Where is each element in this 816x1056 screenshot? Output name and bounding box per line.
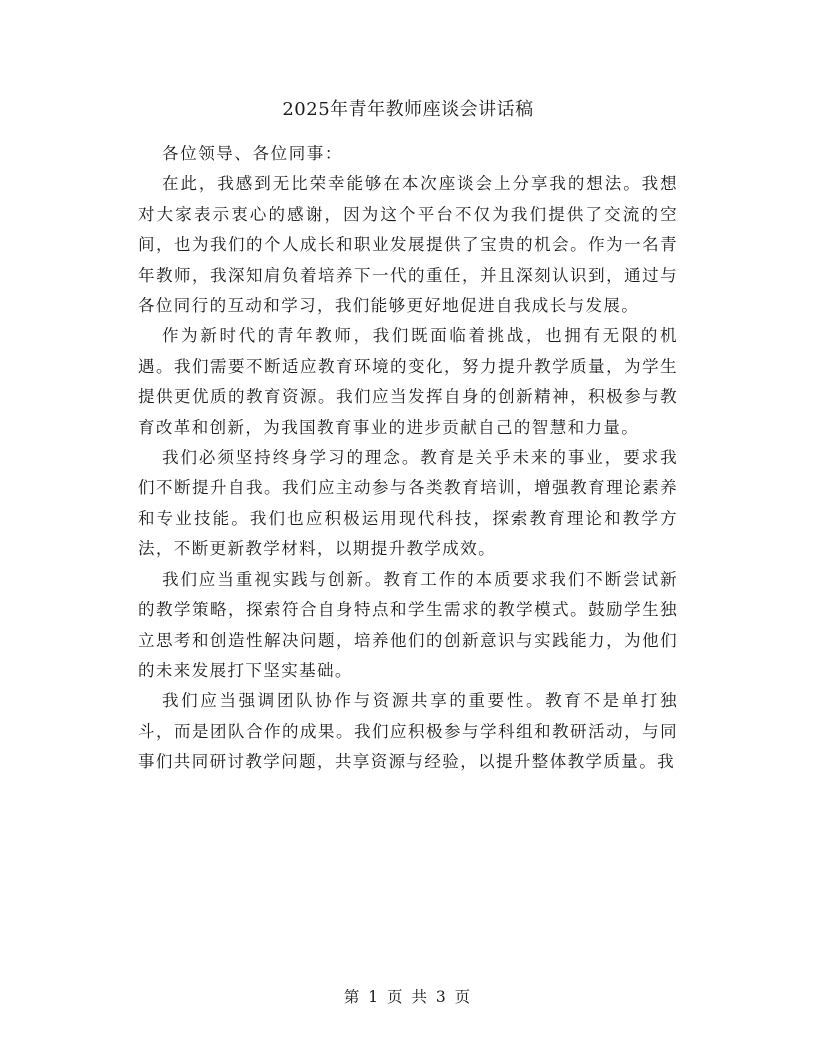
page-footer — [0, 986, 816, 1008]
paragraph: 在此，我感到无比荣幸能够在本次座谈会上分享我的想法。我想对大家表示衷心的感谢，因为这个平台不仅为我们提供了交流的空间，也为我们的个人成长和职业发展提供了宝贵的机会。作为一名青年教师，我深知肩负着培养下一代的重任，并且深刻认识到，通过与各位同行的互动和学习，我们能够更好地促进自我成长与发展。 — [138, 174, 678, 316]
paragraph: 我们应当强调团队协作与资源共享的重要性。教育不是单打独斗，而是团队合作的成果。我们应积极参与学科组和教研活动，与同事们共同研讨教学问题，共享资源与经验，以提升整体教学质量。我 — [138, 691, 678, 772]
paragraph: 我们必须坚持终身学习的理念。教育是关乎未来的事业，要求我们不断提升自我。我们应主动参与各类教育培训，增强教育理论素养和专业技能。我们也应积极运用现代科技，探索教育理论和教学方法，不断更新教学材料，以期提升教学成效。 — [138, 448, 678, 559]
greeting: 各位领导、各位同事： — [162, 144, 343, 163]
paragraph: 作为新时代的青年教师，我们既面临着挑战，也拥有无限的机遇。我们需要不断适应教育环境的变化，努力提升教学质量，为学生提供更优质的教育资源。我们应当发挥自身的创新精神，积极参与教育改革和创新，为我国教育事业的进步贡献自己的智慧和力量。 — [138, 326, 678, 437]
document-body — [138, 139, 678, 778]
document-title: 2025年青年教师座谈会讲话稿 — [282, 99, 534, 120]
paragraph: 我们应当重视实践与创新。教育工作的本质要求我们不断尝试新的教学策略，探索符合自身特点和学生需求的教学模式。鼓励学生独立思考和创造性解决问题，培养他们的创新意识与实践能力，为他们的未来发展打下坚实基础。 — [138, 569, 678, 680]
page-number-label: 第 1 页 共 3 页 — [343, 988, 473, 1006]
